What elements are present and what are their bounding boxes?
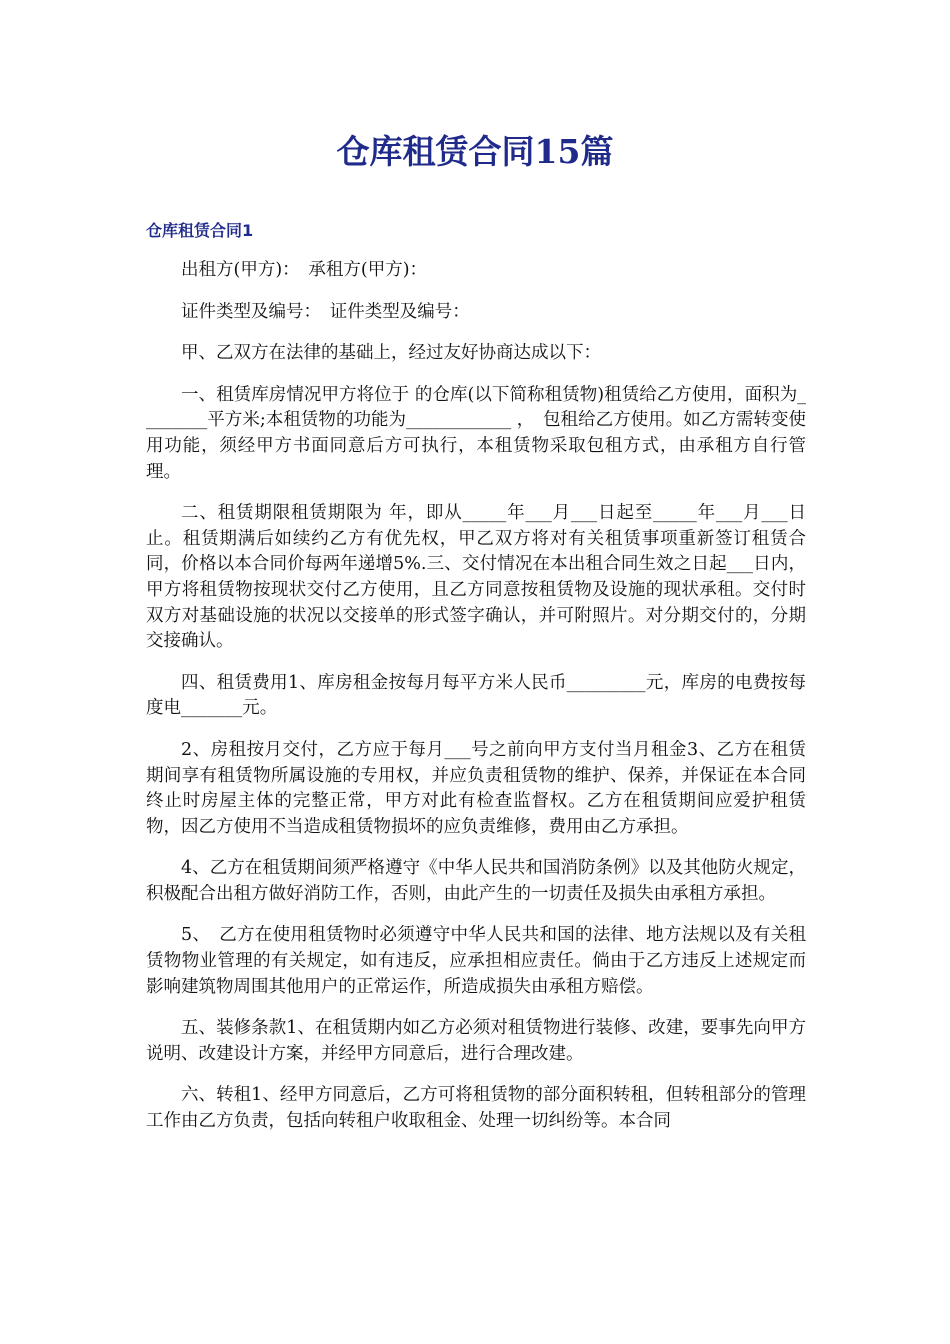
paragraph-id-type: 证件类型及编号： 证件类型及编号： <box>181 301 470 322</box>
paragraph-clause-1: 一、租赁库房情况甲方将位于 的仓库(以下简称租赁物)租赁给乙方使用，面积为________平方米;本租赁物的功能为____________ ， 包租给乙方使用。如乙方需转变使用功能，须经甲方书面同意后方可执行，本租赁物采取包租方式，由承租方自行管理。 <box>146 384 806 482</box>
paragraph-law-compliance: 5、 乙方在使用租赁物时必须遵守中华人民共和国的法律、地方法规以及有关租赁物物业管理的有关规定，如有违反，应承担相应责任。倘由于乙方违反上述规定而影响建筑物周围其他用户的正常运作，所造成损失由承租方赔偿。 <box>146 925 806 997</box>
paragraph-preamble: 甲、乙双方在法律的基础上，经过友好协商达成以下： <box>181 343 601 364</box>
paragraph-clause-4: 四、租赁费用1、库房租金按每月每平方米人民币_________元，库房的电费按每度电_______元。 <box>146 672 806 719</box>
document-body <box>146 258 806 1151</box>
section-heading: 仓库租赁合同1 <box>146 221 254 240</box>
paragraph-sublease: 六、转租1、经甲方同意后，乙方可将租赁物的部分面积转租，但转租部分的管理工作由乙方负责，包括向转租户收取租金、处理一切纠纷等。本合同 <box>146 1085 806 1132</box>
document-title: 仓库租赁合同15篇 <box>336 132 614 171</box>
paragraph-clause-2: 二、租赁期限租赁期限为 年，即从_____年___月___日起至_____年___月___日止。租赁期满后如续约乙方有优先权，甲乙双方将对有关租赁事项重新签订租赁合同，价格以本合同价每两年递增5%.三、交付情况在本出租合同生效之日起___日内，甲方将租赁物按现状交付乙方使用，且乙方同意按租赁物及设施的现状承租。交付时双方对基础设施的状况以交接单的形式签字确认，并可附照片。对分期交付的，分期交接确认。 <box>146 503 806 652</box>
paragraph-renovation: 五、装修条款1、在租赁期内如乙方必须对租赁物进行装修、改建，要事先向甲方说明、改建设计方案，并经甲方同意后，进行合理改建。 <box>146 1018 806 1064</box>
paragraph-fire-safety: 4、乙方在租赁期间须严格遵守《中华人民共和国消防条例》以及其他防火规定，积极配合出租方做好消防工作，否则，由此产生的一切责任及损失由承租方承担。 <box>146 858 806 904</box>
paragraph-parties: 出租方(甲方)： 承租方(甲方)： <box>181 260 428 280</box>
paragraph-rent-payment: 2、房租按月交付，乙方应于每月___号之前向甲方支付当月租金3、乙方在租赁期间享有租赁物所属设施的专用权，并应负责租赁物的维护、保养，并保证在本合同终止时房屋主体的完整正常，甲方对此有检查监督权。乙方在租赁期间应爱护租赁物，因乙方使用不当造成租赁物损坏的应负责维修，费用由乙方承担。 <box>146 739 806 837</box>
